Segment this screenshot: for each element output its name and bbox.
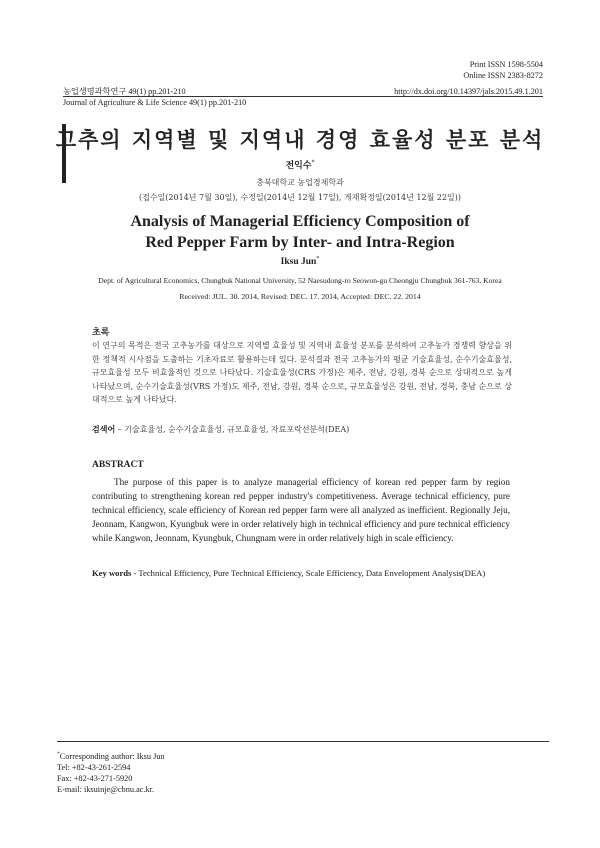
print-issn: Print ISSN 1598-5504 (469, 60, 543, 69)
online-issn: Online ISSN 2383-8272 (463, 71, 543, 80)
abstract-ko-heading: 초록 (92, 328, 110, 338)
footnote-mark: * (57, 751, 60, 757)
footnote (57, 749, 165, 795)
keywords-ko (92, 424, 512, 435)
author-en-mark: * (316, 256, 320, 262)
doi-link[interactable]: http://dx.doi.org/10.14397/jals.2015.49.1.201 (394, 87, 543, 96)
abstract-en-heading: ABSTRACT (92, 460, 144, 470)
abstract-en-body: The purpose of this paper is to analyze managerial efficiency of korean red pepper farm by region contributing to strengthening korean red pepper industry's competitiveness. Average technical efficiency, pure technical efficiency, scale efficiency of Korean red pepper farm were all analyzed as inefficient. Regionally Jeju, Jeonnam, Kangwon, Kyungbuk were in order relatively high in technical efficiency and pure technical efficiency while Kangwon, Jeonnam, Kyungbuk, Chungnam were in order relatively high in scale efficiency. (92, 477, 510, 544)
keywords-en-list: - Technical Efficiency, Pure Technical Efficiency, Scale Efficiency, Data Envelopment Analysis(DEA) (133, 568, 486, 578)
footnote-corresponding (57, 749, 165, 762)
author-en-name: Iksu Jun (280, 257, 317, 268)
abstract-ko-body: 이 연구의 목적은 전국 고추농가를 대상으로 지역별 효율성 및 지역내 효율성 분포를 분석하여 고추농가 경쟁력 향상을 위한 정책적 시사점을 도출하는 기초자료로 활용하는데 있다. 분석결과 전국 고추농가의 평균 기술효율성, 순수기술효율성, 규모효율성 모두 비효율적인 것으로 나타났다. 기술효율성(CRS 가정)은 제주, 전남, 강원, 경북 순으로 상대적으로 높게 나타났으며, 순수기술효율성(VRS 가정)도 제주, 전남, 강원, 경북 순으로, 규모효율성은 강원, 전남, 경북, 충남 순으로 상대적으로 높게 나타났다. (92, 341, 512, 405)
author-ko (0, 158, 600, 171)
footnote-fax: Fax: +82-43-271-5920 (57, 773, 133, 783)
footnote-email[interactable]: E-mail: iksuinje@cbnu.ac.kr. (57, 785, 155, 795)
footnote-tel: Tel: +82-43-261-2594 (57, 762, 131, 772)
author-ko-name: 전익수 (285, 161, 312, 171)
keywords-en (92, 568, 522, 578)
title-en-line1: Analysis of Managerial Efficiency Composition of (130, 213, 470, 230)
page-title-ko: 고추의 지역별 및 지역내 경영 효율성 분포 분석 (55, 128, 545, 152)
keywords-en-label: Key words (92, 568, 132, 578)
dates-ko: (접수일(2014년 7월 30일), 수정일(2014년 12월 17일), 게재확정일(2014년 12월 22일)) (138, 193, 462, 202)
dates-en: Received: JUL. 30. 2014, Revised: DEC. 17. 2014, Accepted: DEC. 22. 2014 (179, 292, 421, 301)
issn-block (463, 59, 543, 81)
affiliation-ko: 충북대학교 농업경제학과 (256, 178, 344, 187)
footnote-corresponding-text: Corresponding author: Iksu Jun (59, 751, 165, 761)
footnote-divider (57, 741, 549, 742)
page-title-en (0, 211, 600, 253)
keywords-ko-label: 검색어 (92, 425, 116, 434)
title-en-line2: Red Pepper Farm by Inter- and Intra-Region (145, 234, 455, 251)
journal-citation-ko: 농업생명과학연구 49(1) pp.201-210 (63, 87, 186, 96)
author-ko-mark: * (311, 159, 315, 166)
journal-citation-en: Journal of Agriculture & Life Science 49(1) pp.201-210 (63, 98, 247, 107)
affiliation-en: Dept. of Agricultural Economics, Chungbuk National University, 52 Naesudong-ro Seowon-gu Cheongju Chungbuk 361-763, Korea (98, 276, 502, 285)
keywords-ko-list: – 기술효율성, 순수기술효율성, 규모효율성, 자료포락선분석(DEA) (117, 425, 350, 434)
author-en (0, 256, 600, 267)
header-divider (63, 96, 543, 97)
